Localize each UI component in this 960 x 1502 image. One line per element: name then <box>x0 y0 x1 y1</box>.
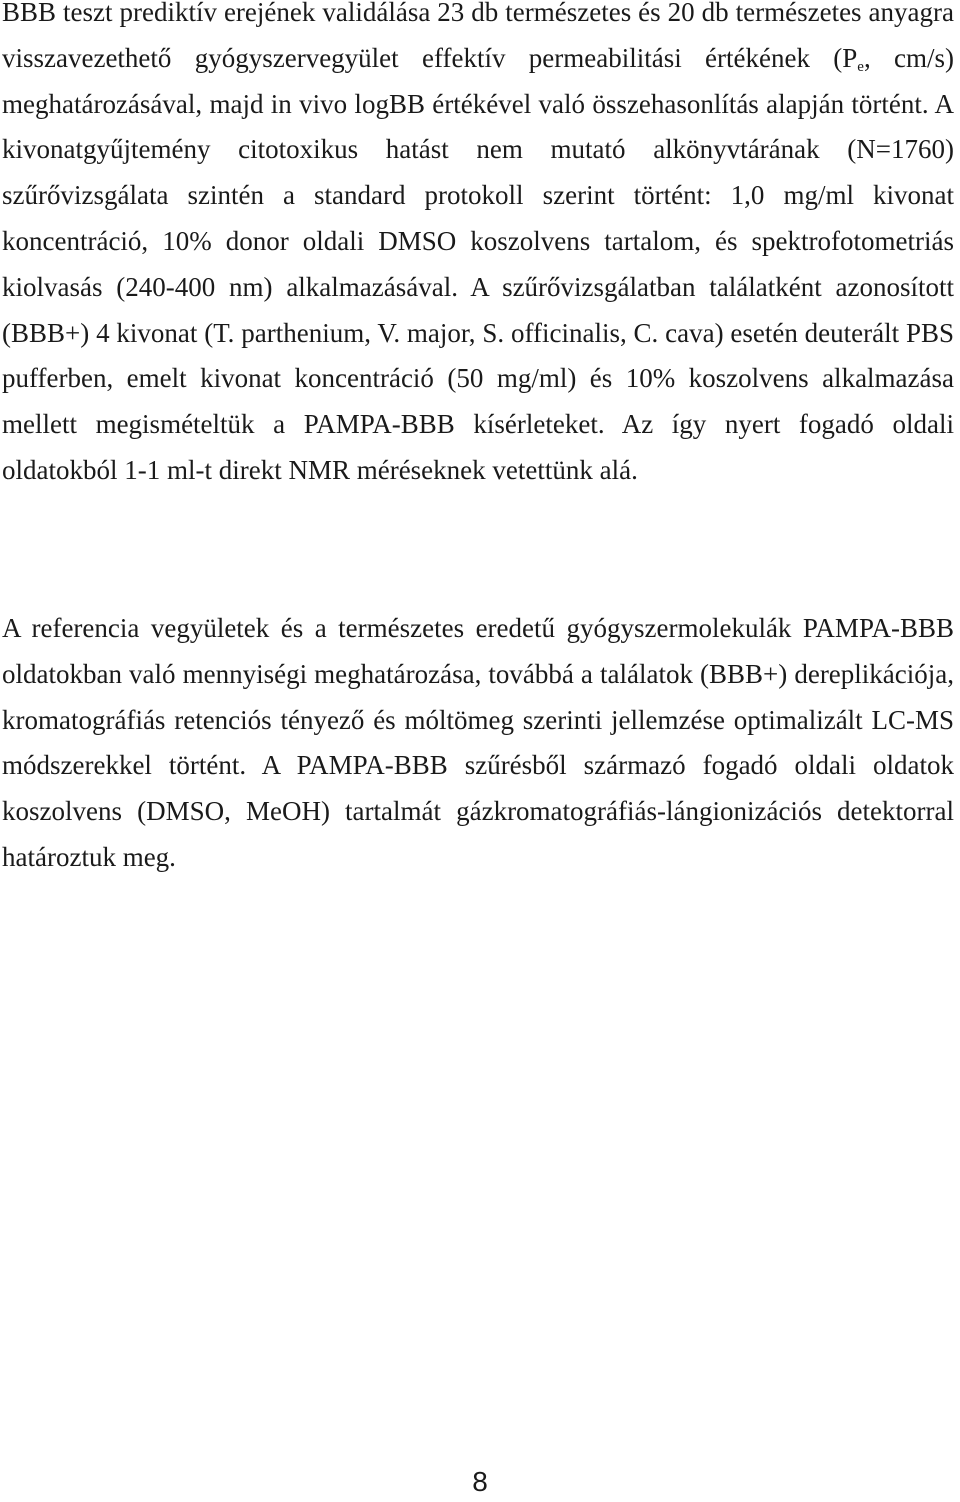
paragraph-1-text-b: , cm/s) meghatározásával, majd in vivo logBB értékével való összehasonlítás alapján történt. A kivonatgyűjtemény citotoxikus hatást nem mutató alkönyvtárának (N=1760) szűrővizsgálata szintén a standard protokoll szerint történt: 1,0 mg/ml kivonat koncentráció, 10% donor oldali DMSO koszolvens tartalom, és spektrofotometriás kiolvasás (240-400 nm) alkalmazásával. A szűrővizsgálatban találatként azonosított (BBB+) 4 kivonat (T. parthenium, V. major, S. officinalis, C. cava) esetén deuterált PBS pufferben, emelt kivonat koncentráció (50 mg/ml) és 10% koszolvens alkalmazása mellett megismételtük a PAMPA-BBB kísérleteket. Az így nyert fogadó oldali oldatokból 1-1 ml-t direkt NMR méréseknek vetettünk alá. <box>2 42 954 485</box>
page-number: 8 <box>472 1466 488 1497</box>
paragraph-1 <box>2 0 954 494</box>
paragraph-2: A referencia vegyületek és a természetes eredetű gyógyszermolekulák PAMPA-BBB oldatokban való mennyiségi meghatározása, továbbá a találatok (BBB+) dereplikációja, kromatográfiás retenciós tényező és móltömeg szerinti jellemzése optimalizált LC-MS módszerekkel történt. A PAMPA-BBB szűrésből származó fogadó oldali oldatok koszolvens (DMSO, MeOH) tartalmát gázkromatográfiás-lángionizációs detektorral határoztuk meg. <box>2 613 954 872</box>
paragraph-1-text-a: BBB teszt prediktív erejének validálása 23 db természetes és 20 db természetes anyagra visszavezethető gyógyszervegyület effektív permeabilitási értékének (P <box>2 0 954 73</box>
subscript-e: e <box>857 58 864 75</box>
